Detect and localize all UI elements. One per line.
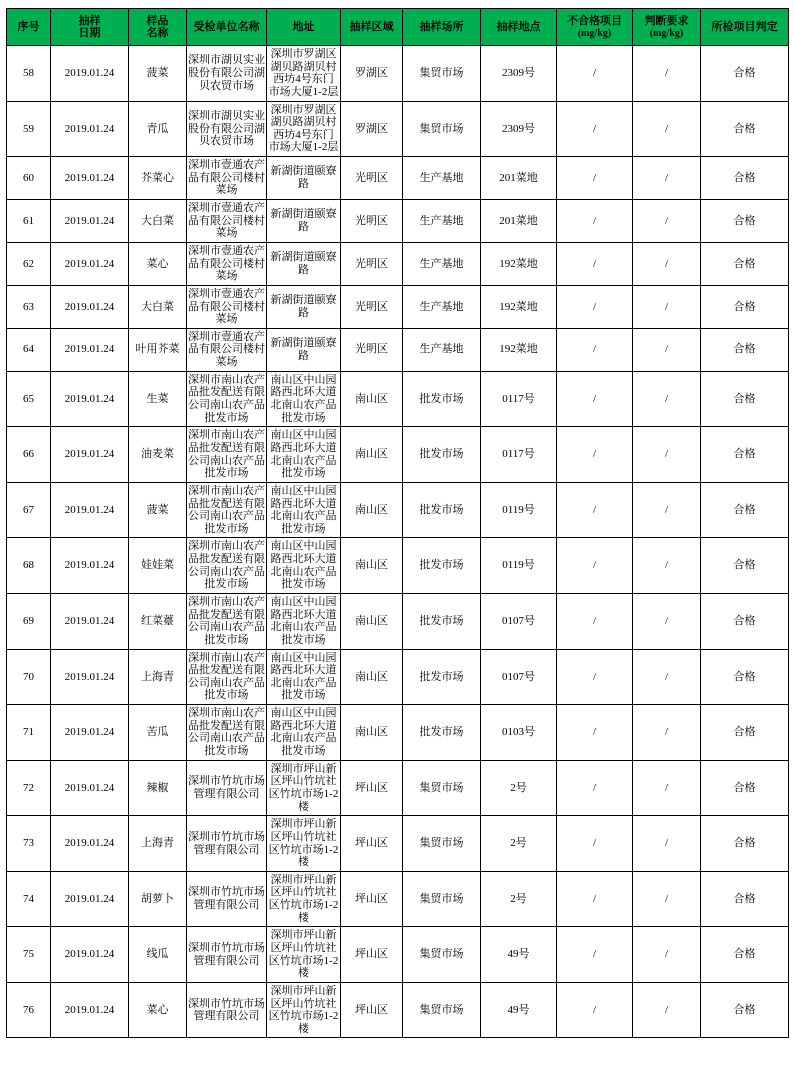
cell-address: 深圳市坪山新区坪山竹坑社区竹坑市场1-2楼 [267,982,341,1038]
cell-sampling-point: 0119号 [481,482,557,538]
cell-address: 新湖街道颐寮路 [267,328,341,371]
cell-inspected-unit: 深圳市南山农产品批发配送有限公司南山农产品批发市场 [187,593,267,649]
table-row [7,482,789,538]
cell-sample-name: 上海青 [129,816,187,872]
cell-inspected-unit: 深圳市南山农产品批发配送有限公司南山农产品批发市场 [187,538,267,594]
header-judgement-requirement-unit: (mg/kg) [649,27,684,39]
cell-address: 深圳市罗湖区湖贝路湖贝村西坊4号东门市场大厦1-2层 [267,46,341,102]
cell-sampling-place: 集贸市场 [403,760,481,816]
cell-sampling-area: 南山区 [341,371,403,427]
cell-address: 深圳市坪山新区坪山竹坑社区竹坑市场1-2楼 [267,760,341,816]
cell-inspected-unit: 深圳市壹通农产品有限公司楼村菜场 [187,157,267,200]
cell-sampling-area: 南山区 [341,593,403,649]
cell-overall-conclusion: 合格 [701,816,789,872]
table-row [7,157,789,200]
cell-sampling-date: 2019.01.24 [51,46,129,102]
cell-sampling-place: 批发市场 [403,593,481,649]
cell-inspected-unit: 深圳市南山农产品批发配送有限公司南山农产品批发市场 [187,649,267,705]
cell-sampling-area: 光明区 [341,328,403,371]
cell-sample-name: 生菜 [129,371,187,427]
cell-sampling-area: 罗湖区 [341,101,403,157]
cell-serial-number: 63 [7,285,51,328]
cell-sampling-place: 集贸市场 [403,101,481,157]
cell-overall-conclusion: 合格 [701,871,789,927]
cell-sampling-area: 南山区 [341,538,403,594]
cell-address: 南山区中山园路西北环大道北南山农产品批发市场 [267,427,341,483]
cell-judgement-requirement: / [633,371,701,427]
cell-sampling-point: 201菜地 [481,200,557,243]
cell-sampling-place: 集贸市场 [403,816,481,872]
cell-sampling-point: 0103号 [481,705,557,761]
cell-failed-item: / [557,593,633,649]
cell-judgement-requirement: / [633,328,701,371]
cell-sampling-date: 2019.01.24 [51,157,129,200]
cell-serial-number: 59 [7,101,51,157]
cell-failed-item: / [557,982,633,1038]
cell-sampling-area: 坪山区 [341,760,403,816]
cell-serial-number: 75 [7,927,51,983]
cell-sampling-point: 192菜地 [481,285,557,328]
cell-sample-name: 胡萝卜 [129,871,187,927]
cell-sampling-place: 生产基地 [403,285,481,328]
table-row [7,816,789,872]
header-address-line1: 地址 [292,20,315,33]
cell-sampling-point: 0107号 [481,593,557,649]
cell-inspected-unit: 深圳市南山农产品批发配送有限公司南山农产品批发市场 [187,705,267,761]
cell-inspected-unit: 深圳市壹通农产品有限公司楼村菜场 [187,328,267,371]
header-judgement-requirement [633,9,701,46]
cell-sampling-point: 0119号 [481,538,557,594]
cell-sampling-place: 集贸市场 [403,982,481,1038]
cell-sample-name: 芥菜心 [129,157,187,200]
cell-inspected-unit: 深圳市壹通农产品有限公司楼村菜场 [187,285,267,328]
cell-overall-conclusion: 合格 [701,46,789,102]
header-sampling-point [481,9,557,46]
cell-sampling-date: 2019.01.24 [51,871,129,927]
cell-address: 新湖街道颐寮路 [267,157,341,200]
cell-sampling-area: 南山区 [341,705,403,761]
cell-serial-number: 72 [7,760,51,816]
table-row [7,760,789,816]
header-inspected-unit [187,9,267,46]
header-sample-name [129,9,187,46]
cell-sampling-area: 坪山区 [341,871,403,927]
table-row [7,101,789,157]
header-sample-name-line1: 样品 [146,14,169,27]
cell-sampling-date: 2019.01.24 [51,927,129,983]
table-row [7,242,789,285]
cell-address: 南山区中山园路西北环大道北南山农产品批发市场 [267,538,341,594]
cell-judgement-requirement: / [633,482,701,538]
cell-sampling-point: 2号 [481,816,557,872]
table-row [7,538,789,594]
cell-sampling-place: 批发市场 [403,649,481,705]
cell-sample-name: 菠菜 [129,482,187,538]
header-sampling-area-line1: 抽样区域 [349,20,394,33]
cell-sampling-area: 光明区 [341,242,403,285]
cell-sampling-date: 2019.01.24 [51,200,129,243]
cell-sampling-date: 2019.01.24 [51,538,129,594]
header-sampling-place [403,9,481,46]
cell-inspected-unit: 深圳市湖贝实业股份有限公司湖贝农贸市场 [187,46,267,102]
cell-serial-number: 76 [7,982,51,1038]
cell-sample-name: 菜心 [129,982,187,1038]
cell-address: 南山区中山园路西北环大道北南山农产品批发市场 [267,593,341,649]
cell-failed-item: / [557,285,633,328]
cell-judgement-requirement: / [633,101,701,157]
cell-serial-number: 62 [7,242,51,285]
cell-overall-conclusion: 合格 [701,328,789,371]
cell-sampling-area: 南山区 [341,649,403,705]
cell-sampling-place: 生产基地 [403,328,481,371]
cell-overall-conclusion: 合格 [701,101,789,157]
cell-sample-name: 上海青 [129,649,187,705]
header-serial-number-line1: 序号 [17,20,40,33]
cell-serial-number: 74 [7,871,51,927]
cell-serial-number: 69 [7,593,51,649]
header-sampling-date-line2: 日期 [78,27,101,39]
header-inspected-unit-line1: 受检单位名称 [193,20,260,33]
cell-sampling-area: 坪山区 [341,816,403,872]
cell-sampling-date: 2019.01.24 [51,705,129,761]
header-failed-item-unit: (mg/kg) [577,27,612,39]
cell-serial-number: 60 [7,157,51,200]
cell-overall-conclusion: 合格 [701,242,789,285]
cell-address: 深圳市坪山新区坪山竹坑社区竹坑市场1-2楼 [267,816,341,872]
cell-judgement-requirement: / [633,285,701,328]
cell-failed-item: / [557,816,633,872]
cell-address: 新湖街道颐寮路 [267,242,341,285]
cell-inspected-unit: 深圳市湖贝实业股份有限公司湖贝农贸市场 [187,101,267,157]
cell-overall-conclusion: 合格 [701,285,789,328]
cell-inspected-unit: 深圳市竹坑市场管理有限公司 [187,760,267,816]
cell-failed-item: / [557,482,633,538]
cell-sampling-point: 192菜地 [481,242,557,285]
cell-sampling-place: 集贸市场 [403,46,481,102]
cell-sampling-point: 2309号 [481,101,557,157]
table-body [7,46,789,1038]
cell-sampling-area: 坪山区 [341,927,403,983]
table-row [7,46,789,102]
cell-sampling-date: 2019.01.24 [51,242,129,285]
cell-sample-name: 菠菜 [129,46,187,102]
cell-sample-name: 红菜薹 [129,593,187,649]
cell-inspected-unit: 深圳市竹坑市场管理有限公司 [187,982,267,1038]
cell-failed-item: / [557,200,633,243]
cell-inspected-unit: 深圳市南山农产品批发配送有限公司南山农产品批发市场 [187,371,267,427]
cell-judgement-requirement: / [633,538,701,594]
cell-sampling-date: 2019.01.24 [51,328,129,371]
cell-sampling-point: 201菜地 [481,157,557,200]
cell-failed-item: / [557,157,633,200]
header-failed-item-line1: 不合格项目 [567,15,622,28]
header-judgement-requirement-line1: 判断要求 [644,15,689,28]
cell-failed-item: / [557,927,633,983]
cell-serial-number: 61 [7,200,51,243]
table-row [7,705,789,761]
cell-judgement-requirement: / [633,816,701,872]
cell-sampling-point: 2309号 [481,46,557,102]
cell-serial-number: 67 [7,482,51,538]
cell-sampling-date: 2019.01.24 [51,371,129,427]
cell-address: 南山区中山园路西北环大道北南山农产品批发市场 [267,371,341,427]
cell-sampling-place: 批发市场 [403,482,481,538]
cell-sampling-date: 2019.01.24 [51,649,129,705]
cell-sampling-point: 2号 [481,871,557,927]
cell-judgement-requirement: / [633,427,701,483]
cell-sampling-place: 批发市场 [403,371,481,427]
table-row [7,427,789,483]
table-row [7,927,789,983]
cell-sampling-place: 批发市场 [403,427,481,483]
cell-sampling-area: 南山区 [341,482,403,538]
cell-sampling-point: 49号 [481,927,557,983]
cell-overall-conclusion: 合格 [701,538,789,594]
table-row [7,871,789,927]
cell-failed-item: / [557,371,633,427]
cell-sampling-place: 批发市场 [403,705,481,761]
header-overall-conclusion [701,9,789,46]
sampling-results-table [6,8,789,1038]
cell-address: 新湖街道颐寮路 [267,285,341,328]
cell-sampling-area: 光明区 [341,285,403,328]
cell-serial-number: 65 [7,371,51,427]
cell-serial-number: 71 [7,705,51,761]
cell-address: 深圳市坪山新区坪山竹坑社区竹坑市场1-2楼 [267,927,341,983]
cell-sampling-place: 生产基地 [403,242,481,285]
cell-sampling-place: 生产基地 [403,157,481,200]
cell-overall-conclusion: 合格 [701,593,789,649]
table-row [7,285,789,328]
cell-inspected-unit: 深圳市壹通农产品有限公司楼村菜场 [187,200,267,243]
header-sampling-point-line1: 抽样地点 [496,20,541,33]
cell-inspected-unit: 深圳市竹坑市场管理有限公司 [187,927,267,983]
cell-judgement-requirement: / [633,705,701,761]
cell-sampling-date: 2019.01.24 [51,482,129,538]
table-row [7,593,789,649]
cell-sampling-date: 2019.01.24 [51,593,129,649]
cell-address: 深圳市罗湖区湖贝路湖贝村西坊4号东门市场大厦1-2层 [267,101,341,157]
cell-overall-conclusion: 合格 [701,649,789,705]
cell-overall-conclusion: 合格 [701,157,789,200]
cell-overall-conclusion: 合格 [701,371,789,427]
cell-judgement-requirement: / [633,200,701,243]
cell-failed-item: / [557,538,633,594]
cell-sampling-date: 2019.01.24 [51,427,129,483]
cell-serial-number: 68 [7,538,51,594]
cell-sample-name: 大白菜 [129,200,187,243]
cell-address: 南山区中山园路西北环大道北南山农产品批发市场 [267,482,341,538]
cell-failed-item: / [557,242,633,285]
cell-sampling-area: 光明区 [341,157,403,200]
header-overall-conclusion-line1: 所检项目判定 [711,20,778,33]
cell-judgement-requirement: / [633,242,701,285]
cell-sampling-area: 罗湖区 [341,46,403,102]
cell-failed-item: / [557,101,633,157]
cell-judgement-requirement: / [633,46,701,102]
table-row [7,371,789,427]
table-row [7,200,789,243]
cell-judgement-requirement: / [633,593,701,649]
cell-sampling-point: 0117号 [481,427,557,483]
cell-sampling-area: 光明区 [341,200,403,243]
cell-address: 南山区中山园路西北环大道北南山农产品批发市场 [267,649,341,705]
cell-failed-item: / [557,871,633,927]
cell-inspected-unit: 深圳市壹通农产品有限公司楼村菜场 [187,242,267,285]
cell-inspected-unit: 深圳市南山农产品批发配送有限公司南山农产品批发市场 [187,427,267,483]
header-serial-number [7,9,51,46]
cell-sample-name: 线瓜 [129,927,187,983]
cell-judgement-requirement: / [633,157,701,200]
table-header [7,9,789,46]
cell-overall-conclusion: 合格 [701,705,789,761]
cell-address: 深圳市坪山新区坪山竹坑社区竹坑市场1-2楼 [267,871,341,927]
table-row [7,649,789,705]
cell-serial-number: 66 [7,427,51,483]
cell-sampling-point: 2号 [481,760,557,816]
header-sampling-date-line1: 抽样 [78,14,101,27]
cell-sampling-date: 2019.01.24 [51,760,129,816]
table-row [7,328,789,371]
cell-sample-name: 叶用芥菜 [129,328,187,371]
cell-inspected-unit: 深圳市竹坑市场管理有限公司 [187,871,267,927]
cell-failed-item: / [557,328,633,371]
cell-overall-conclusion: 合格 [701,200,789,243]
cell-failed-item: / [557,427,633,483]
cell-sample-name: 苦瓜 [129,705,187,761]
cell-judgement-requirement: / [633,982,701,1038]
cell-inspected-unit: 深圳市南山农产品批发配送有限公司南山农产品批发市场 [187,482,267,538]
cell-sample-name: 菜心 [129,242,187,285]
cell-sampling-place: 集贸市场 [403,927,481,983]
cell-sampling-date: 2019.01.24 [51,101,129,157]
cell-failed-item: / [557,705,633,761]
table-header-row [7,9,789,46]
cell-failed-item: / [557,649,633,705]
header-sampling-place-line1: 抽样场所 [419,20,464,33]
cell-overall-conclusion: 合格 [701,982,789,1038]
cell-overall-conclusion: 合格 [701,482,789,538]
cell-judgement-requirement: / [633,649,701,705]
cell-inspected-unit: 深圳市竹坑市场管理有限公司 [187,816,267,872]
header-sampling-date [51,9,129,46]
cell-failed-item: / [557,46,633,102]
cell-sampling-date: 2019.01.24 [51,816,129,872]
cell-sampling-point: 49号 [481,982,557,1038]
table-row [7,982,789,1038]
cell-sampling-date: 2019.01.24 [51,982,129,1038]
cell-sampling-point: 192菜地 [481,328,557,371]
cell-address: 新湖街道颐寮路 [267,200,341,243]
cell-sampling-area: 南山区 [341,427,403,483]
cell-address: 南山区中山园路西北环大道北南山农产品批发市场 [267,705,341,761]
cell-sample-name: 青瓜 [129,101,187,157]
cell-sampling-point: 0117号 [481,371,557,427]
cell-sampling-place: 集贸市场 [403,871,481,927]
cell-sample-name: 油麦菜 [129,427,187,483]
cell-judgement-requirement: / [633,871,701,927]
cell-serial-number: 70 [7,649,51,705]
cell-overall-conclusion: 合格 [701,427,789,483]
cell-sample-name: 辣椒 [129,760,187,816]
cell-overall-conclusion: 合格 [701,760,789,816]
header-sample-name-line2: 名称 [146,27,169,39]
header-failed-item [557,9,633,46]
cell-judgement-requirement: / [633,927,701,983]
cell-sampling-place: 批发市场 [403,538,481,594]
cell-sampling-place: 生产基地 [403,200,481,243]
cell-sample-name: 大白菜 [129,285,187,328]
cell-failed-item: / [557,760,633,816]
cell-sampling-date: 2019.01.24 [51,285,129,328]
cell-sampling-area: 坪山区 [341,982,403,1038]
cell-sampling-point: 0107号 [481,649,557,705]
cell-serial-number: 64 [7,328,51,371]
cell-overall-conclusion: 合格 [701,927,789,983]
header-address [267,9,341,46]
cell-judgement-requirement: / [633,760,701,816]
cell-serial-number: 58 [7,46,51,102]
cell-sample-name: 娃娃菜 [129,538,187,594]
cell-serial-number: 73 [7,816,51,872]
header-sampling-area [341,9,403,46]
